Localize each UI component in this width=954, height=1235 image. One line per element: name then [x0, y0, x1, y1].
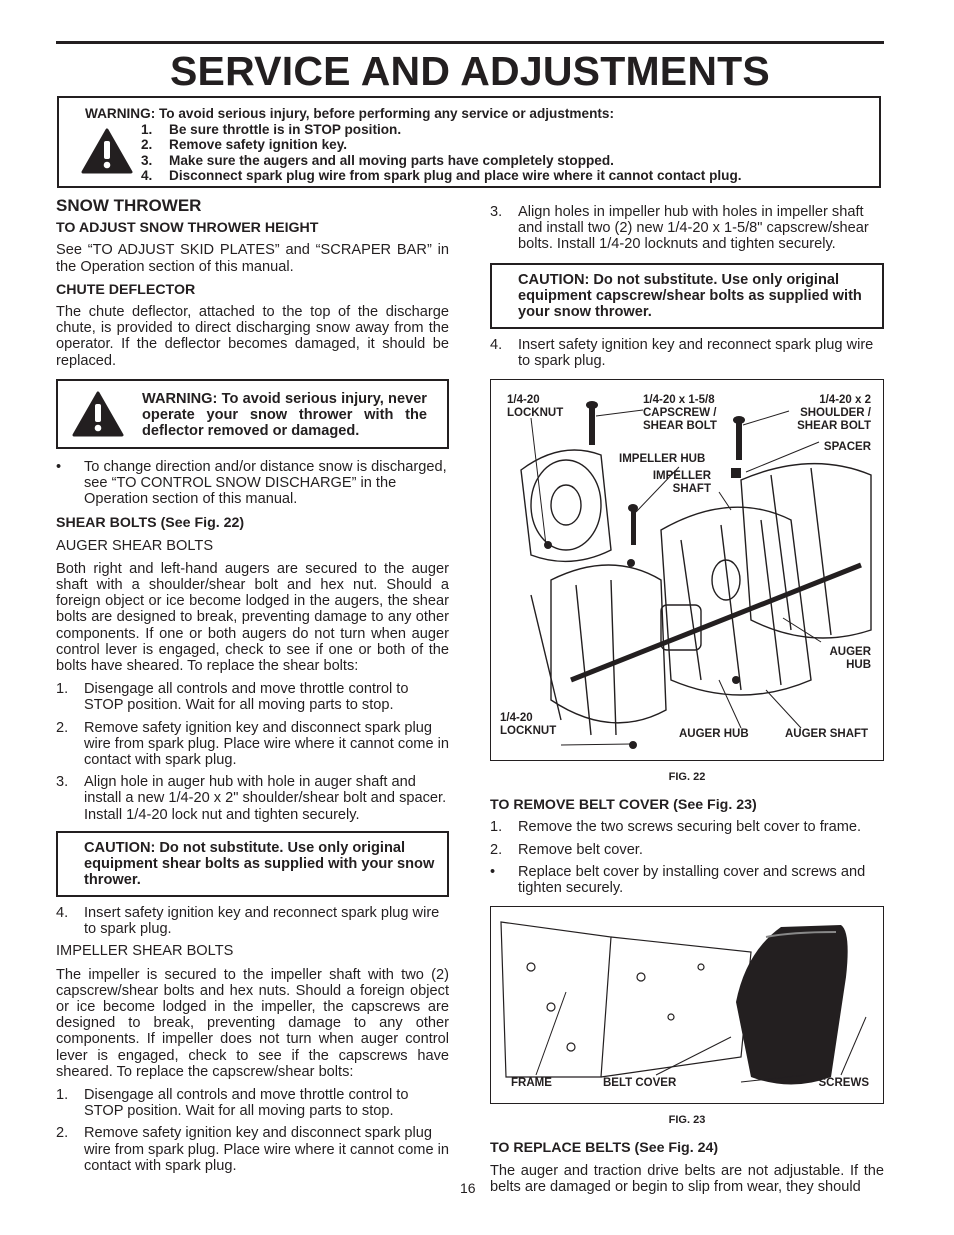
figure-23 — [490, 906, 884, 1104]
label-locknut-top: 1/4-20 LOCKNUT — [507, 394, 564, 420]
paragraph: See “TO ADJUST SKID PLATES” and “SCRAPER BAR” in the Operation section of this manual. — [56, 242, 449, 275]
auger-assembly-illustration — [491, 380, 882, 759]
warning-lead: WARNING: To avoid serious injury, before performing any service or adjustments: — [85, 106, 615, 121]
subheading-plain: AUGER SHEAR BOLTS — [56, 537, 214, 554]
step-item: 2. Remove belt cover. — [490, 841, 643, 858]
paragraph: The auger and traction drive belts are not adjustable. If the belts are damaged or begin to slip from wear, they should — [490, 1162, 884, 1195]
warning-triangle-icon — [72, 391, 124, 437]
label-impeller-shaft: IMPELLER SHAFT — [652, 470, 711, 496]
label-capscrew: 1/4-20 x 1-5/8 CAPSCREW / SHEAR BOLT — [643, 394, 717, 433]
deflector-warning-box — [56, 379, 449, 449]
step-item: 2. Remove safety ignition key and disconnect spark plug wire from spark plug. Place wire where it cannot come in contact with spark plug. — [56, 1125, 449, 1174]
subheading: CHUTE DEFLECTOR — [56, 281, 196, 298]
right-column — [490, 204, 884, 1202]
step-item: 2. Remove safety ignition key and disconnect spark plug wire from spark plug. Place wire where it cannot come in contact with spark plug. — [56, 719, 449, 769]
figure-caption: FIG. 22 — [668, 771, 706, 784]
warning-item: 1. Be sure throttle is in STOP position. — [141, 121, 402, 137]
page-number: 16 — [460, 1180, 476, 1196]
label-auger-hub-right: AUGER HUB — [829, 646, 871, 672]
deflector-warning-text: WARNING: To avoid serious injury, never operate your snow thrower with the deflector removed or damaged. — [142, 390, 427, 439]
step-item: 4. Insert safety ignition key and reconnect spark plug wire to spark plug. — [56, 904, 440, 938]
label-belt-cover: BELT COVER — [603, 1077, 677, 1090]
warning-box — [57, 96, 881, 188]
warning-item: 2. Remove safety ignition key. — [141, 137, 348, 153]
subheading: TO ADJUST SNOW THROWER HEIGHT — [56, 220, 319, 237]
caution-box: CAUTION: Do not substitute. Use only original equipment shear bolts as supplied with your snow thrower. — [56, 831, 449, 897]
label-locknut-bottom: 1/4-20 LOCKNUT — [500, 712, 557, 738]
figure-22 — [490, 379, 884, 761]
label-auger-hub: AUGER HUB — [679, 728, 749, 741]
page-title: SERVICE AND ADJUSTMENTS — [170, 48, 770, 94]
section-heading: SNOW THROWER — [56, 196, 202, 215]
warning-item: 4. Disconnect spark plug wire from spark plug and place wire where it cannot contact plug. — [141, 168, 742, 184]
step-item: 1. Disengage all controls and move throttle control to STOP position. Wait for all moving parts to stop. — [56, 1086, 409, 1120]
label-screws: SCREWS — [818, 1077, 869, 1090]
bullet-item: • Replace belt cover by installing cover and screws and tighten securely. — [490, 863, 866, 897]
step-item: 1. Disengage all controls and move throttle control to STOP position. Wait for all moving parts to stop. — [56, 681, 409, 714]
warning-text — [85, 106, 742, 184]
label-spacer: SPACER — [823, 441, 871, 454]
step-item: 1. Remove the two screws securing belt cover to frame. — [490, 819, 862, 836]
left-column — [56, 198, 449, 1180]
label-shoulder-bolt: 1/4-20 x 2 SHOULDER / SHEAR BOLT — [797, 394, 871, 433]
warning-item: 3. Make sure the augers and all moving parts have completely stopped. — [141, 152, 614, 168]
caution-box: CAUTION: Do not substitute. Use only original equipment capscrew/shear bolts as supplied with your snow thrower. — [490, 263, 884, 329]
label-impeller-hub: IMPELLER HUB — [619, 453, 706, 466]
label-frame: FRAME — [511, 1077, 552, 1090]
bullet-item: • To change direction and/or distance snow is discharged, see “TO CONTROL SNOW DISCHARGE” in the Operation section of this manual. — [56, 458, 447, 508]
subheading: SHEAR BOLTS (See Fig. 22) — [56, 515, 245, 532]
belt-cover-illustration — [491, 907, 882, 1102]
subheading-plain: IMPELLER SHEAR BOLTS — [56, 943, 234, 960]
step-item: 4. Insert safety ignition key and reconnect spark plug wire to spark plug. — [490, 336, 874, 369]
title-rule — [56, 41, 884, 44]
subheading: TO REMOVE BELT COVER (See Fig. 23) — [490, 797, 757, 814]
label-auger-shaft: AUGER SHAFT — [785, 728, 869, 741]
subheading: TO REPLACE BELTS (See Fig. 24) — [490, 1140, 719, 1157]
figure-caption: FIG. 23 — [668, 1114, 706, 1127]
step-item: 3. Align holes in impeller hub with holes in impeller shaft and install two (2) new 1/4-20 x 1-5/8" capscrew/shear bolts. Install 1/4-20 locknuts and tighten securely. — [490, 204, 869, 253]
step-item: 3. Align hole in auger hub with hole in auger shaft and install a new 1/4-20 x 2" shoulder/shear bolt and spacer. Install 1/4-20 lock nut and tighten securely. — [56, 774, 447, 823]
paragraph: The impeller is secured to the impeller shaft with two (2) capscrew/shear bolts and hex nuts. Should a foreign object or ice become lodged in the impeller, the capscrews are designed to break, preventing damage to any other components. If impeller does not turn when auger control lever is engaged, check to see if the capscrews have sheared. To replace the capscrew/shear bolts: — [56, 966, 449, 1080]
paragraph: The chute deflector, attached to the top of the discharge chute, is provided to direct discharging snow away from the operator. If the deflector becomes damaged, it should be replaced. — [56, 304, 449, 369]
paragraph: Both right and left-hand augers are secured to the auger shaft with a shoulder/shear bolt and hex nut. Should a foreign object or ice become lodged in the augers, the shear bolts are designed to break, preventing damage to any other components. If one or both augers do not turn when auger control lever is engaged, check to see if one or both of the bolts have sheared. To replace the shear bolts: — [56, 560, 449, 675]
